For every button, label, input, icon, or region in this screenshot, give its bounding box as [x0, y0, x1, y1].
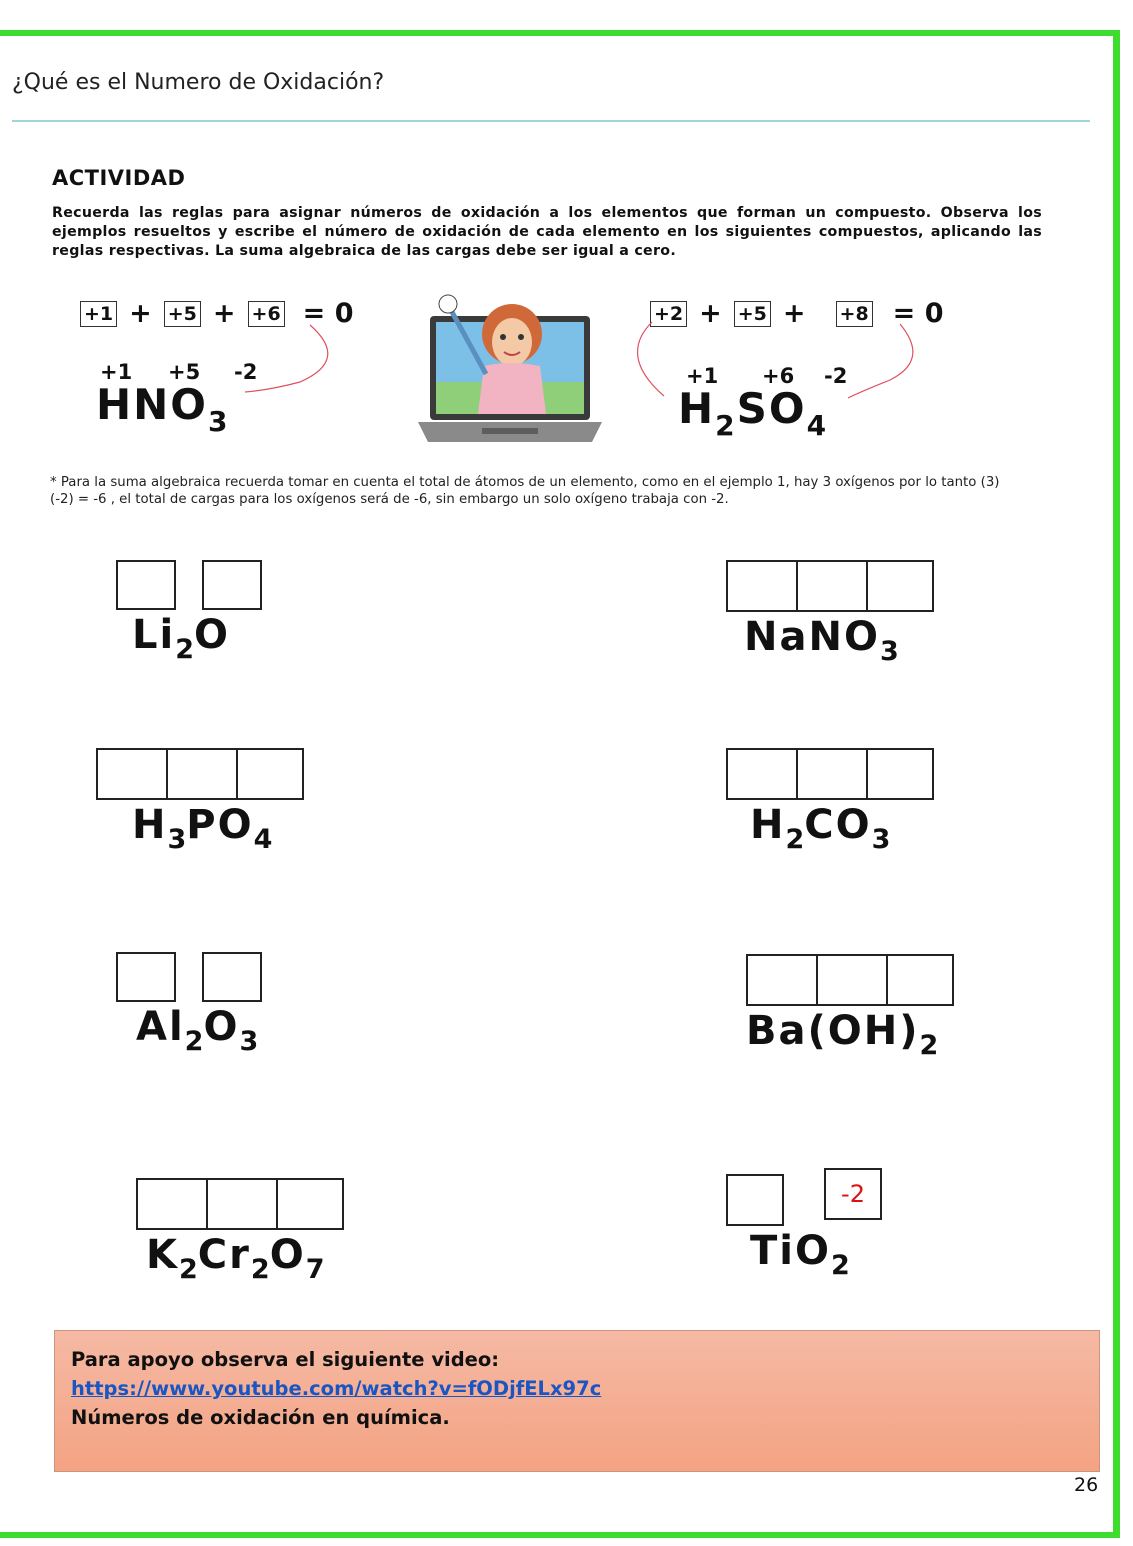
activity-heading: ACTIVIDAD [52, 166, 186, 190]
answer-boxes [746, 954, 954, 1006]
video-support-box [54, 1330, 1100, 1472]
ox-state-label: -2 [824, 364, 848, 388]
sum-term-box: +8 [836, 301, 873, 327]
algebraic-sum-note: * Para la suma algebraica recuerda tomar en cuenta el total de átomos de un elemento, como en el ejemplo 1, hay 3 oxígenos por lo tanto (3) (-2) = -6 , el total de cargas para los oxígenos será de -6, sin embargo un solo oxígeno trabaja con -2. [50, 475, 1000, 507]
ox-state-label: +1 [100, 360, 133, 384]
compound-formula: TiO$_2$ [750, 1228, 850, 1281]
compound-baoh2 [746, 954, 954, 1061]
compound-formula: $Ba(OH)_2$ [746, 1008, 939, 1061]
video-caption: Números de oxidación en química. [71, 1406, 450, 1429]
equals-zero: = 0 [892, 298, 944, 329]
example-2-arrow-curve-right [840, 320, 930, 410]
title-divider [12, 120, 1090, 122]
compound-li2o [116, 560, 262, 665]
answer-box[interactable] [746, 954, 818, 1006]
page-number: 26 [1074, 1474, 1099, 1496]
answer-box[interactable] [116, 560, 176, 610]
teacher-laptop-illustration [412, 282, 608, 448]
example-1-formula [96, 380, 230, 438]
answer-boxes [726, 1168, 882, 1226]
ox-state-label: +6 [762, 364, 795, 388]
ox-state-label: +1 [686, 364, 719, 388]
answer-box-filled[interactable]: -2 [824, 1168, 882, 1220]
sum-term-box: +1 [80, 301, 117, 327]
answer-box[interactable] [202, 560, 262, 610]
plus-sign: + [212, 298, 236, 329]
answer-box[interactable] [798, 560, 868, 612]
answer-box[interactable] [136, 1178, 208, 1230]
formula-subscript: 3 [208, 405, 230, 438]
answer-boxes [96, 748, 304, 800]
plus-sign: + [699, 298, 722, 329]
answer-box[interactable] [868, 748, 934, 800]
page-title: ¿Qué es el Numero de Oxidación? [12, 70, 385, 95]
compound-formula: $Al_2O_3$ [136, 1004, 259, 1057]
answer-box[interactable] [818, 954, 888, 1006]
answer-boxes [136, 1178, 344, 1230]
compound-formula: $H_3PO_4$ [132, 802, 273, 855]
formula-text: H [678, 384, 716, 433]
example-2-arrow-curve-left [624, 316, 694, 406]
formula-text: HNO [96, 380, 209, 429]
sum-term-box: +6 [248, 301, 285, 327]
activity-instructions: Recuerda las reglas para asignar números de oxidación a los elementos que forman un compuesto. Observa los ejemplos resueltos y escribe el número de oxidación de cada elemento en los siguientes compuestos, aplicando las reglas respectivas. La suma algebraica de las cargas debe ser igual a cero. [52, 205, 1042, 259]
answer-boxes [726, 560, 934, 612]
formula-subscript: 4 [806, 409, 829, 442]
sum-term-box: +5 [734, 301, 771, 327]
answer-box[interactable] [726, 748, 798, 800]
compound-formula: $H_2CO_3$ [750, 802, 891, 855]
video-intro: Para apoyo observa el siguiente video: [71, 1348, 500, 1371]
compound-al2o3 [116, 952, 262, 1057]
compound-h3po4 [96, 748, 304, 855]
answer-box[interactable] [726, 560, 798, 612]
answer-box[interactable] [238, 748, 304, 800]
answer-box[interactable] [726, 1174, 784, 1226]
formula-subscript: 2 [715, 409, 737, 442]
example-1-arrow-curve [240, 320, 340, 400]
compound-tio2 [726, 1168, 882, 1281]
answer-boxes [116, 560, 262, 610]
answer-box[interactable] [798, 748, 868, 800]
answer-box[interactable] [168, 748, 238, 800]
ox-state-label: +5 [168, 360, 201, 384]
answer-box[interactable] [208, 1178, 278, 1230]
compound-formula: $K_2Cr_2O_7$ [146, 1232, 325, 1285]
plus-sign: + [782, 298, 806, 329]
equals-zero: = 0 [302, 298, 354, 329]
plus-sign: + [129, 298, 152, 329]
answer-boxes [726, 748, 934, 800]
formula-text: SO [736, 384, 807, 433]
answer-box[interactable] [888, 954, 954, 1006]
compound-nano3 [726, 560, 934, 667]
sum-term-box: +5 [164, 301, 201, 327]
compound-formula: NaNO$_3$ [744, 614, 899, 667]
answer-box[interactable] [202, 952, 262, 1002]
answer-box[interactable] [116, 952, 176, 1002]
compound-h2co3 [726, 748, 934, 855]
example-2-formula [678, 384, 828, 442]
sum-term-box: +2 [650, 301, 687, 327]
compound-formula: $Li_2O$ [132, 612, 231, 665]
answer-box[interactable] [96, 748, 168, 800]
answer-box[interactable] [278, 1178, 344, 1230]
answer-box[interactable] [868, 560, 934, 612]
answer-boxes [116, 952, 262, 1002]
ox-state-label: -2 [234, 360, 258, 384]
compound-k2cr2o7 [136, 1178, 344, 1285]
video-link[interactable]: https://www.youtube.com/watch?v=fODjfELx97c [71, 1377, 602, 1400]
